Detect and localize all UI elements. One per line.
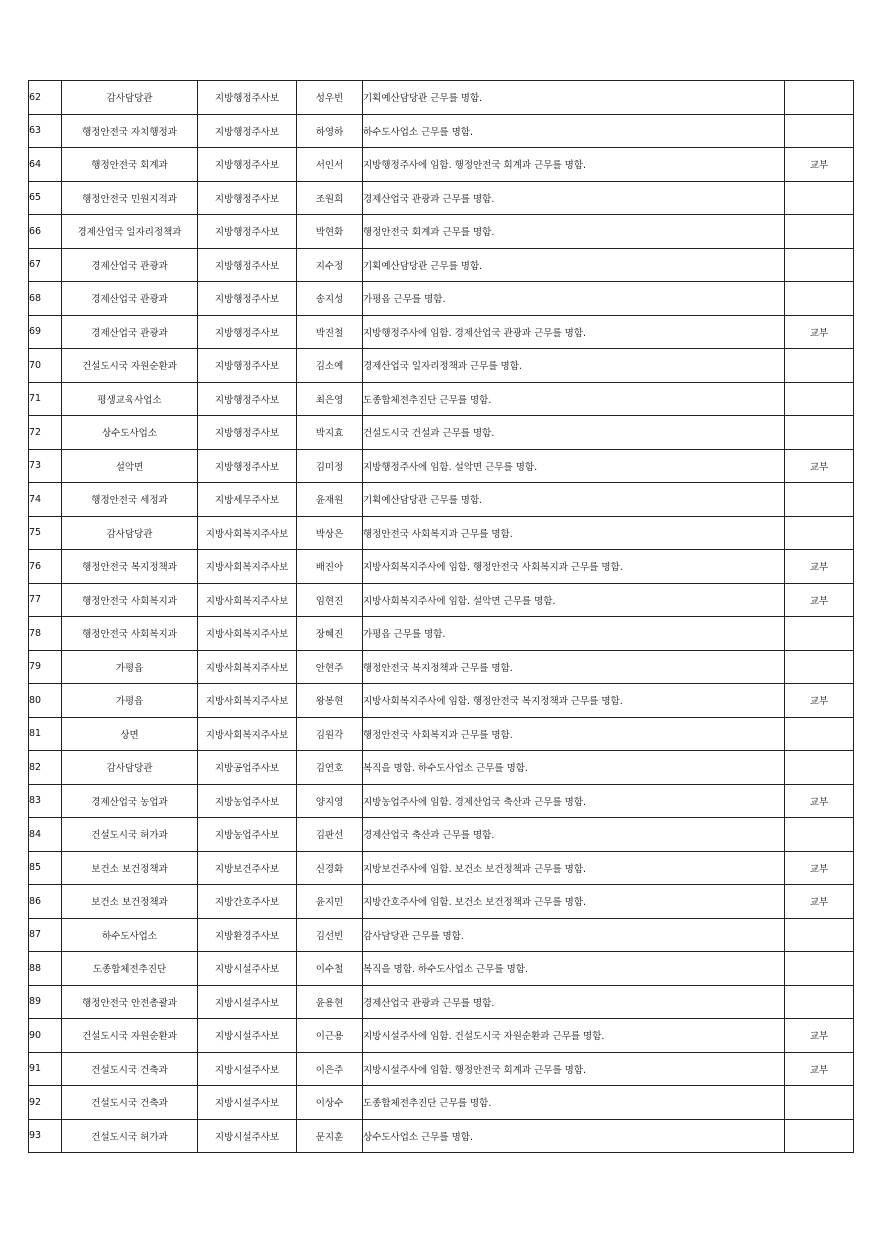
row-number-cell: 68 (29, 282, 62, 316)
row-number-cell: 63 (29, 114, 62, 148)
current-department-cell: 감사담당관 (62, 516, 198, 550)
row-number-cell: 90 (29, 1019, 62, 1053)
position-grade-cell: 지방사회복지주사보 (198, 717, 297, 751)
row-number-cell: 65 (29, 181, 62, 215)
current-department-cell: 보건소 보건정책과 (62, 851, 198, 885)
row-number-cell: 89 (29, 985, 62, 1019)
position-grade-cell: 지방사회복지주사보 (198, 550, 297, 584)
table-row (29, 449, 854, 483)
position-grade-cell: 지방행정주사보 (198, 181, 297, 215)
employee-name-cell: 김원각 (297, 717, 363, 751)
table-row (29, 382, 854, 416)
position-grade-cell: 지방행정주사보 (198, 315, 297, 349)
employee-name-cell: 박상은 (297, 516, 363, 550)
remark-cell (785, 751, 854, 785)
row-number-cell: 74 (29, 483, 62, 517)
table-row (29, 751, 854, 785)
row-number-cell: 77 (29, 583, 62, 617)
appointment-detail-cell: 가평읍 근무를 명함. (363, 282, 785, 316)
current-department-cell: 경제산업국 농업과 (62, 784, 198, 818)
current-department-cell: 설악면 (62, 449, 198, 483)
current-department-cell: 경제산업국 일자리정책과 (62, 215, 198, 249)
appointment-detail-cell: 하수도사업소 근무를 명함. (363, 114, 785, 148)
appointment-detail-cell: 경제산업국 축산과 근무를 명함. (363, 818, 785, 852)
remark-cell: 교부 (785, 784, 854, 818)
personnel-roster-table (28, 80, 854, 1153)
table-row (29, 818, 854, 852)
employee-name-cell: 김연호 (297, 751, 363, 785)
table-row (29, 181, 854, 215)
remark-cell (785, 114, 854, 148)
appointment-detail-cell: 도종합체전추진단 근무를 명함. (363, 1086, 785, 1120)
employee-name-cell: 이수철 (297, 952, 363, 986)
current-department-cell: 행정안전국 회계과 (62, 148, 198, 182)
position-grade-cell: 지방시설주사보 (198, 1086, 297, 1120)
row-number-cell: 93 (29, 1119, 62, 1153)
appointment-detail-cell: 복직을 명함. 하수도사업소 근무를 명함. (363, 952, 785, 986)
employee-name-cell: 윤재원 (297, 483, 363, 517)
position-grade-cell: 지방행정주사보 (198, 449, 297, 483)
appointment-detail-cell: 지방사회복지주사에 임함. 설악면 근무를 명함. (363, 583, 785, 617)
row-number-cell: 88 (29, 952, 62, 986)
table-row (29, 650, 854, 684)
table-row (29, 148, 854, 182)
appointment-detail-cell: 지방행정주사에 임함. 경제산업국 관광과 근무를 명함. (363, 315, 785, 349)
table-row (29, 550, 854, 584)
current-department-cell: 행정안전국 세정과 (62, 483, 198, 517)
current-department-cell: 건설도시국 허가과 (62, 818, 198, 852)
table-row (29, 985, 854, 1019)
row-number-cell: 81 (29, 717, 62, 751)
remark-cell: 교부 (785, 315, 854, 349)
current-department-cell: 가평읍 (62, 684, 198, 718)
appointment-detail-cell: 기획예산담당관 근무를 명함. (363, 81, 785, 115)
employee-name-cell: 안현주 (297, 650, 363, 684)
position-grade-cell: 지방시설주사보 (198, 1019, 297, 1053)
current-department-cell: 건설도시국 건축과 (62, 1052, 198, 1086)
employee-name-cell: 송지성 (297, 282, 363, 316)
current-department-cell: 감사담당관 (62, 751, 198, 785)
remark-cell: 교부 (785, 583, 854, 617)
employee-name-cell: 김미정 (297, 449, 363, 483)
remark-cell (785, 382, 854, 416)
appointment-detail-cell: 지방간호주사에 임함. 보건소 보건정책과 근무를 명함. (363, 885, 785, 919)
employee-name-cell: 이근용 (297, 1019, 363, 1053)
table-row (29, 617, 854, 651)
appointment-detail-cell: 지방농업주사에 임함. 경제산업국 축산과 근무를 명함. (363, 784, 785, 818)
current-department-cell: 평생교육사업소 (62, 382, 198, 416)
table-row (29, 885, 854, 919)
table-row (29, 784, 854, 818)
position-grade-cell: 지방시설주사보 (198, 1052, 297, 1086)
table-row (29, 1052, 854, 1086)
remark-cell (785, 349, 854, 383)
appointment-detail-cell: 지방사회복지주사에 임함. 행정안전국 사회복지과 근무를 명함. (363, 550, 785, 584)
remark-cell (785, 483, 854, 517)
remark-cell (785, 81, 854, 115)
current-department-cell: 건설도시국 자원순환과 (62, 349, 198, 383)
table-row (29, 516, 854, 550)
table-row (29, 952, 854, 986)
position-grade-cell: 지방행정주사보 (198, 248, 297, 282)
row-number-cell: 85 (29, 851, 62, 885)
employee-name-cell: 김소예 (297, 349, 363, 383)
row-number-cell: 92 (29, 1086, 62, 1120)
position-grade-cell: 지방행정주사보 (198, 382, 297, 416)
table-row (29, 81, 854, 115)
row-number-cell: 66 (29, 215, 62, 249)
remark-cell: 교부 (785, 449, 854, 483)
table-row (29, 1019, 854, 1053)
row-number-cell: 69 (29, 315, 62, 349)
employee-name-cell: 박지효 (297, 416, 363, 450)
position-grade-cell: 지방간호주사보 (198, 885, 297, 919)
row-number-cell: 86 (29, 885, 62, 919)
remark-cell (785, 617, 854, 651)
employee-name-cell: 문지훈 (297, 1119, 363, 1153)
appointment-detail-cell: 경제산업국 관광과 근무를 명함. (363, 181, 785, 215)
remark-cell (785, 215, 854, 249)
appointment-detail-cell: 지방행정주사에 임함. 행정안전국 회계과 근무를 명함. (363, 148, 785, 182)
position-grade-cell: 지방시설주사보 (198, 952, 297, 986)
table-row (29, 215, 854, 249)
position-grade-cell: 지방공업주사보 (198, 751, 297, 785)
row-number-cell: 82 (29, 751, 62, 785)
current-department-cell: 건설도시국 허가과 (62, 1119, 198, 1153)
table-row (29, 349, 854, 383)
row-number-cell: 76 (29, 550, 62, 584)
employee-name-cell: 배진아 (297, 550, 363, 584)
appointment-detail-cell: 행정안전국 사회복지과 근무를 명함. (363, 717, 785, 751)
current-department-cell: 상수도사업소 (62, 416, 198, 450)
table-row (29, 918, 854, 952)
remark-cell (785, 918, 854, 952)
position-grade-cell: 지방사회복지주사보 (198, 684, 297, 718)
position-grade-cell: 지방시설주사보 (198, 985, 297, 1019)
remark-cell (785, 1119, 854, 1153)
table-row (29, 416, 854, 450)
table-row (29, 1086, 854, 1120)
row-number-cell: 62 (29, 81, 62, 115)
position-grade-cell: 지방세무주사보 (198, 483, 297, 517)
table-row (29, 282, 854, 316)
appointment-detail-cell: 기획예산담당관 근무를 명함. (363, 483, 785, 517)
position-grade-cell: 지방농업주사보 (198, 818, 297, 852)
appointment-detail-cell: 행정안전국 회계과 근무를 명함. (363, 215, 785, 249)
appointment-detail-cell: 지방행정주사에 임함. 설악면 근무를 명함. (363, 449, 785, 483)
remark-cell: 교부 (785, 1052, 854, 1086)
employee-name-cell: 성우빈 (297, 81, 363, 115)
appointment-detail-cell: 도종합체전추진단 근무를 명함. (363, 382, 785, 416)
table-row (29, 851, 854, 885)
current-department-cell: 행정안전국 민원지적과 (62, 181, 198, 215)
position-grade-cell: 지방행정주사보 (198, 148, 297, 182)
appointment-detail-cell: 경제산업국 일자리정책과 근무를 명함. (363, 349, 785, 383)
remark-cell (785, 1086, 854, 1120)
table-row (29, 684, 854, 718)
row-number-cell: 83 (29, 784, 62, 818)
row-number-cell: 75 (29, 516, 62, 550)
appointment-detail-cell: 감사담당관 근무를 명함. (363, 918, 785, 952)
current-department-cell: 도종합체전추진단 (62, 952, 198, 986)
current-department-cell: 감사담당관 (62, 81, 198, 115)
position-grade-cell: 지방사회복지주사보 (198, 516, 297, 550)
remark-cell (785, 717, 854, 751)
position-grade-cell: 지방사회복지주사보 (198, 650, 297, 684)
table-row (29, 483, 854, 517)
roster-body (29, 81, 854, 1153)
employee-name-cell: 이상수 (297, 1086, 363, 1120)
employee-name-cell: 이은주 (297, 1052, 363, 1086)
current-department-cell: 가평읍 (62, 650, 198, 684)
employee-name-cell: 임현진 (297, 583, 363, 617)
employee-name-cell: 윤지민 (297, 885, 363, 919)
appointment-detail-cell: 지방사회복지주사에 임함. 행정안전국 복지정책과 근무를 명함. (363, 684, 785, 718)
table-row (29, 114, 854, 148)
appointment-detail-cell: 복직을 명함. 하수도사업소 근무를 명함. (363, 751, 785, 785)
employee-name-cell: 지수정 (297, 248, 363, 282)
current-department-cell: 건설도시국 자원순환과 (62, 1019, 198, 1053)
appointment-detail-cell: 지방시설주사에 임함. 건설도시국 자원순환과 근무를 명함. (363, 1019, 785, 1053)
employee-name-cell: 윤용현 (297, 985, 363, 1019)
row-number-cell: 79 (29, 650, 62, 684)
employee-name-cell: 양지영 (297, 784, 363, 818)
row-number-cell: 73 (29, 449, 62, 483)
employee-name-cell: 신경화 (297, 851, 363, 885)
current-department-cell: 행정안전국 자치행정과 (62, 114, 198, 148)
appointment-detail-cell: 지방보건주사에 임함. 보건소 보건정책과 근무를 명함. (363, 851, 785, 885)
appointment-detail-cell: 기획예산담당관 근무를 명함. (363, 248, 785, 282)
table-row (29, 717, 854, 751)
remark-cell: 교부 (785, 885, 854, 919)
employee-name-cell: 박진철 (297, 315, 363, 349)
row-number-cell: 78 (29, 617, 62, 651)
appointment-detail-cell: 가평읍 근무를 명함. (363, 617, 785, 651)
employee-name-cell: 왕봉현 (297, 684, 363, 718)
current-department-cell: 행정안전국 안전총괄과 (62, 985, 198, 1019)
employee-name-cell: 최은영 (297, 382, 363, 416)
employee-name-cell: 장혜진 (297, 617, 363, 651)
position-grade-cell: 지방행정주사보 (198, 282, 297, 316)
position-grade-cell: 지방사회복지주사보 (198, 617, 297, 651)
appointment-detail-cell: 상수도사업소 근무를 명함. (363, 1119, 785, 1153)
appointment-detail-cell: 지방시설주사에 임함. 행정안전국 회계과 근무를 명함. (363, 1052, 785, 1086)
current-department-cell: 경제산업국 관광과 (62, 315, 198, 349)
remark-cell (785, 818, 854, 852)
current-department-cell: 하수도사업소 (62, 918, 198, 952)
current-department-cell: 건설도시국 건축과 (62, 1086, 198, 1120)
remark-cell: 교부 (785, 148, 854, 182)
current-department-cell: 상면 (62, 717, 198, 751)
remark-cell (785, 282, 854, 316)
row-number-cell: 80 (29, 684, 62, 718)
remark-cell (785, 952, 854, 986)
employee-name-cell: 김판선 (297, 818, 363, 852)
appointment-detail-cell: 건설도시국 건설과 근무를 명함. (363, 416, 785, 450)
remark-cell (785, 516, 854, 550)
employee-name-cell: 하영하 (297, 114, 363, 148)
appointment-detail-cell: 경제산업국 관광과 근무를 명함. (363, 985, 785, 1019)
row-number-cell: 84 (29, 818, 62, 852)
remark-cell (785, 416, 854, 450)
table-row (29, 583, 854, 617)
employee-name-cell: 김선빈 (297, 918, 363, 952)
row-number-cell: 67 (29, 248, 62, 282)
row-number-cell: 71 (29, 382, 62, 416)
position-grade-cell: 지방환경주사보 (198, 918, 297, 952)
current-department-cell: 행정안전국 사회복지과 (62, 617, 198, 651)
position-grade-cell: 지방시설주사보 (198, 1119, 297, 1153)
remark-cell (785, 985, 854, 1019)
position-grade-cell: 지방행정주사보 (198, 416, 297, 450)
table-row (29, 248, 854, 282)
position-grade-cell: 지방행정주사보 (198, 81, 297, 115)
position-grade-cell: 지방보건주사보 (198, 851, 297, 885)
table-row (29, 315, 854, 349)
appointment-detail-cell: 행정안전국 사회복지과 근무를 명함. (363, 516, 785, 550)
row-number-cell: 72 (29, 416, 62, 450)
current-department-cell: 보건소 보건정책과 (62, 885, 198, 919)
appointment-detail-cell: 행정안전국 복지정책과 근무를 명함. (363, 650, 785, 684)
row-number-cell: 91 (29, 1052, 62, 1086)
table-row (29, 1119, 854, 1153)
remark-cell: 교부 (785, 1019, 854, 1053)
row-number-cell: 70 (29, 349, 62, 383)
row-number-cell: 64 (29, 148, 62, 182)
position-grade-cell: 지방사회복지주사보 (198, 583, 297, 617)
position-grade-cell: 지방농업주사보 (198, 784, 297, 818)
current-department-cell: 행정안전국 사회복지과 (62, 583, 198, 617)
row-number-cell: 87 (29, 918, 62, 952)
current-department-cell: 경제산업국 관광과 (62, 282, 198, 316)
current-department-cell: 행정안전국 복지정책과 (62, 550, 198, 584)
employee-name-cell: 박현화 (297, 215, 363, 249)
remark-cell (785, 181, 854, 215)
current-department-cell: 경제산업국 관광과 (62, 248, 198, 282)
position-grade-cell: 지방행정주사보 (198, 114, 297, 148)
remark-cell: 교부 (785, 851, 854, 885)
position-grade-cell: 지방행정주사보 (198, 215, 297, 249)
remark-cell (785, 650, 854, 684)
employee-name-cell: 서인서 (297, 148, 363, 182)
position-grade-cell: 지방행정주사보 (198, 349, 297, 383)
remark-cell (785, 248, 854, 282)
employee-name-cell: 조원희 (297, 181, 363, 215)
remark-cell: 교부 (785, 550, 854, 584)
remark-cell: 교부 (785, 684, 854, 718)
